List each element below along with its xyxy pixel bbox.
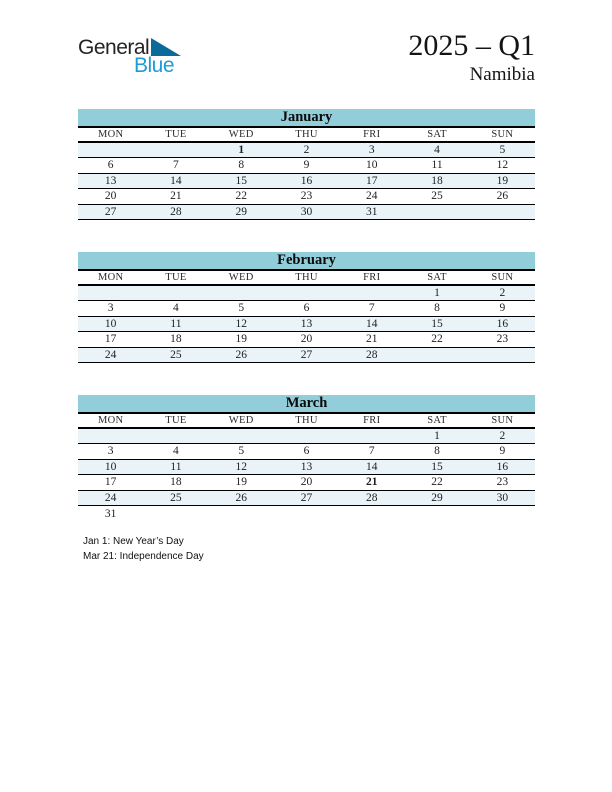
empty-day-cell: [339, 428, 404, 444]
page-subtitle: Namibia: [469, 63, 535, 85]
weekday-label: SAT: [404, 127, 469, 142]
day-cell: 9: [470, 444, 535, 460]
empty-day-cell: [404, 204, 469, 220]
day-cell: 8: [209, 158, 274, 174]
empty-day-cell: [78, 428, 143, 444]
logo-text-general: General: [78, 36, 150, 59]
day-cell: 24: [78, 490, 143, 506]
day-cell: 4: [143, 444, 208, 460]
generalblue-logo: [78, 36, 176, 77]
day-cell: 25: [404, 189, 469, 205]
weekday-label: SAT: [404, 270, 469, 285]
month-title: March: [78, 395, 535, 413]
weekday-label: MON: [78, 127, 143, 142]
day-cell: 11: [143, 316, 208, 332]
day-cell: 5: [209, 301, 274, 317]
month-title-row: [78, 252, 535, 270]
day-cell: 2: [470, 285, 535, 301]
weekday-label: FRI: [339, 127, 404, 142]
day-cell: 17: [78, 475, 143, 491]
day-cell: 24: [78, 347, 143, 363]
day-cell: 16: [470, 316, 535, 332]
day-cell: 6: [274, 444, 339, 460]
day-cell: 21: [339, 475, 404, 491]
weekday-label: WED: [209, 270, 274, 285]
day-cell: 18: [143, 475, 208, 491]
day-cell: 10: [339, 158, 404, 174]
weekday-label: MON: [78, 270, 143, 285]
day-cell: 2: [470, 428, 535, 444]
day-cell: 23: [470, 475, 535, 491]
day-cell: 5: [209, 444, 274, 460]
day-cell: 11: [143, 459, 208, 475]
day-cell: 9: [274, 158, 339, 174]
day-cell: 28: [143, 204, 208, 220]
day-cell: 19: [470, 173, 535, 189]
week-row: [78, 490, 535, 506]
day-cell: 24: [339, 189, 404, 205]
holiday-note-mar21: Mar 21: Independence Day: [83, 551, 204, 562]
holiday-note-jan1: Jan 1: New Year’s Day: [83, 536, 184, 547]
month-table-march: [78, 395, 535, 521]
week-row: [78, 332, 535, 348]
day-cell: 9: [470, 301, 535, 317]
day-cell: 17: [78, 332, 143, 348]
empty-day-cell: [209, 428, 274, 444]
day-cell: 13: [78, 173, 143, 189]
day-cell: 14: [339, 316, 404, 332]
empty-day-cell: [339, 285, 404, 301]
day-cell: 15: [209, 173, 274, 189]
day-cell: 1: [404, 285, 469, 301]
day-cell: 3: [339, 142, 404, 158]
week-row: [78, 475, 535, 491]
day-cell: 27: [78, 204, 143, 220]
week-row: [78, 316, 535, 332]
month-table-february: [78, 252, 535, 363]
day-cell: 22: [404, 475, 469, 491]
weekday-label: SUN: [470, 270, 535, 285]
week-row: [78, 459, 535, 475]
weekday-label: TUE: [143, 413, 208, 428]
day-cell: 1: [209, 142, 274, 158]
day-cell: 31: [78, 506, 143, 522]
calendar-page: [78, 0, 535, 564]
day-cell: 17: [339, 173, 404, 189]
month-table-january: [78, 109, 535, 220]
day-cell: 27: [274, 347, 339, 363]
day-cell: 26: [209, 347, 274, 363]
weekday-header-row: [78, 270, 535, 285]
weekday-label: TUE: [143, 270, 208, 285]
empty-day-cell: [274, 506, 339, 522]
day-cell: 25: [143, 490, 208, 506]
day-cell: 28: [339, 490, 404, 506]
day-cell: 29: [404, 490, 469, 506]
day-cell: 3: [78, 301, 143, 317]
weekday-label: TUE: [143, 127, 208, 142]
week-row: [78, 301, 535, 317]
weekday-label: WED: [209, 127, 274, 142]
day-cell: 7: [339, 444, 404, 460]
empty-day-cell: [209, 285, 274, 301]
day-cell: 26: [470, 189, 535, 205]
empty-day-cell: [78, 142, 143, 158]
day-cell: 22: [209, 189, 274, 205]
empty-day-cell: [470, 347, 535, 363]
day-cell: 21: [143, 189, 208, 205]
empty-day-cell: [143, 506, 208, 522]
day-cell: 6: [78, 158, 143, 174]
day-cell: 20: [274, 332, 339, 348]
day-cell: 30: [274, 204, 339, 220]
week-row: [78, 285, 535, 301]
empty-day-cell: [274, 285, 339, 301]
week-row: [78, 347, 535, 363]
weekday-label: WED: [209, 413, 274, 428]
title-block: [408, 30, 535, 86]
empty-day-cell: [404, 506, 469, 522]
logo-text-blue: Blue: [133, 54, 174, 78]
day-cell: 15: [404, 459, 469, 475]
week-row: [78, 428, 535, 444]
week-row: [78, 204, 535, 220]
day-cell: 11: [404, 158, 469, 174]
weekday-header-row: [78, 413, 535, 428]
day-cell: 27: [274, 490, 339, 506]
empty-day-cell: [470, 506, 535, 522]
day-cell: 5: [470, 142, 535, 158]
empty-day-cell: [143, 142, 208, 158]
day-cell: 15: [404, 316, 469, 332]
day-cell: 6: [274, 301, 339, 317]
day-cell: 20: [78, 189, 143, 205]
week-row: [78, 506, 535, 522]
day-cell: 16: [470, 459, 535, 475]
day-cell: 14: [339, 459, 404, 475]
day-cell: 12: [209, 316, 274, 332]
weekday-label: SUN: [470, 127, 535, 142]
day-cell: 10: [78, 459, 143, 475]
day-cell: 14: [143, 173, 208, 189]
day-cell: 13: [274, 459, 339, 475]
weekday-label: SUN: [470, 413, 535, 428]
week-row: [78, 189, 535, 205]
week-row: [78, 173, 535, 189]
month-title: February: [78, 252, 535, 270]
day-cell: 20: [274, 475, 339, 491]
day-cell: 10: [78, 316, 143, 332]
week-row: [78, 444, 535, 460]
day-cell: 26: [209, 490, 274, 506]
day-cell: 12: [209, 459, 274, 475]
weekday-header-row: [78, 127, 535, 142]
page-title: 2025 – Q1: [408, 29, 535, 62]
weekday-label: SAT: [404, 413, 469, 428]
day-cell: 2: [274, 142, 339, 158]
weekday-label: FRI: [339, 413, 404, 428]
week-row: [78, 158, 535, 174]
day-cell: 21: [339, 332, 404, 348]
day-cell: 4: [404, 142, 469, 158]
day-cell: 28: [339, 347, 404, 363]
day-cell: 23: [274, 189, 339, 205]
weekday-label: THU: [274, 413, 339, 428]
day-cell: 4: [143, 301, 208, 317]
day-cell: 29: [209, 204, 274, 220]
day-cell: 22: [404, 332, 469, 348]
day-cell: 12: [470, 158, 535, 174]
month-title-row: [78, 395, 535, 413]
empty-day-cell: [143, 428, 208, 444]
day-cell: 18: [143, 332, 208, 348]
day-cell: 1: [404, 428, 469, 444]
empty-day-cell: [470, 204, 535, 220]
empty-day-cell: [274, 428, 339, 444]
empty-day-cell: [404, 347, 469, 363]
empty-day-cell: [209, 506, 274, 522]
day-cell: 7: [339, 301, 404, 317]
weekday-label: THU: [274, 270, 339, 285]
month-title-row: [78, 109, 535, 127]
week-row: [78, 142, 535, 158]
day-cell: 23: [470, 332, 535, 348]
day-cell: 31: [339, 204, 404, 220]
empty-day-cell: [143, 285, 208, 301]
day-cell: 7: [143, 158, 208, 174]
month-title: January: [78, 109, 535, 127]
holiday-notes: [83, 534, 535, 564]
day-cell: 19: [209, 475, 274, 491]
weekday-label: THU: [274, 127, 339, 142]
weekday-label: MON: [78, 413, 143, 428]
day-cell: 3: [78, 444, 143, 460]
day-cell: 18: [404, 173, 469, 189]
day-cell: 25: [143, 347, 208, 363]
day-cell: 8: [404, 301, 469, 317]
day-cell: 19: [209, 332, 274, 348]
day-cell: 16: [274, 173, 339, 189]
empty-day-cell: [78, 285, 143, 301]
day-cell: 13: [274, 316, 339, 332]
day-cell: 8: [404, 444, 469, 460]
weekday-label: FRI: [339, 270, 404, 285]
months-container: [78, 109, 535, 521]
day-cell: 30: [470, 490, 535, 506]
empty-day-cell: [339, 506, 404, 522]
